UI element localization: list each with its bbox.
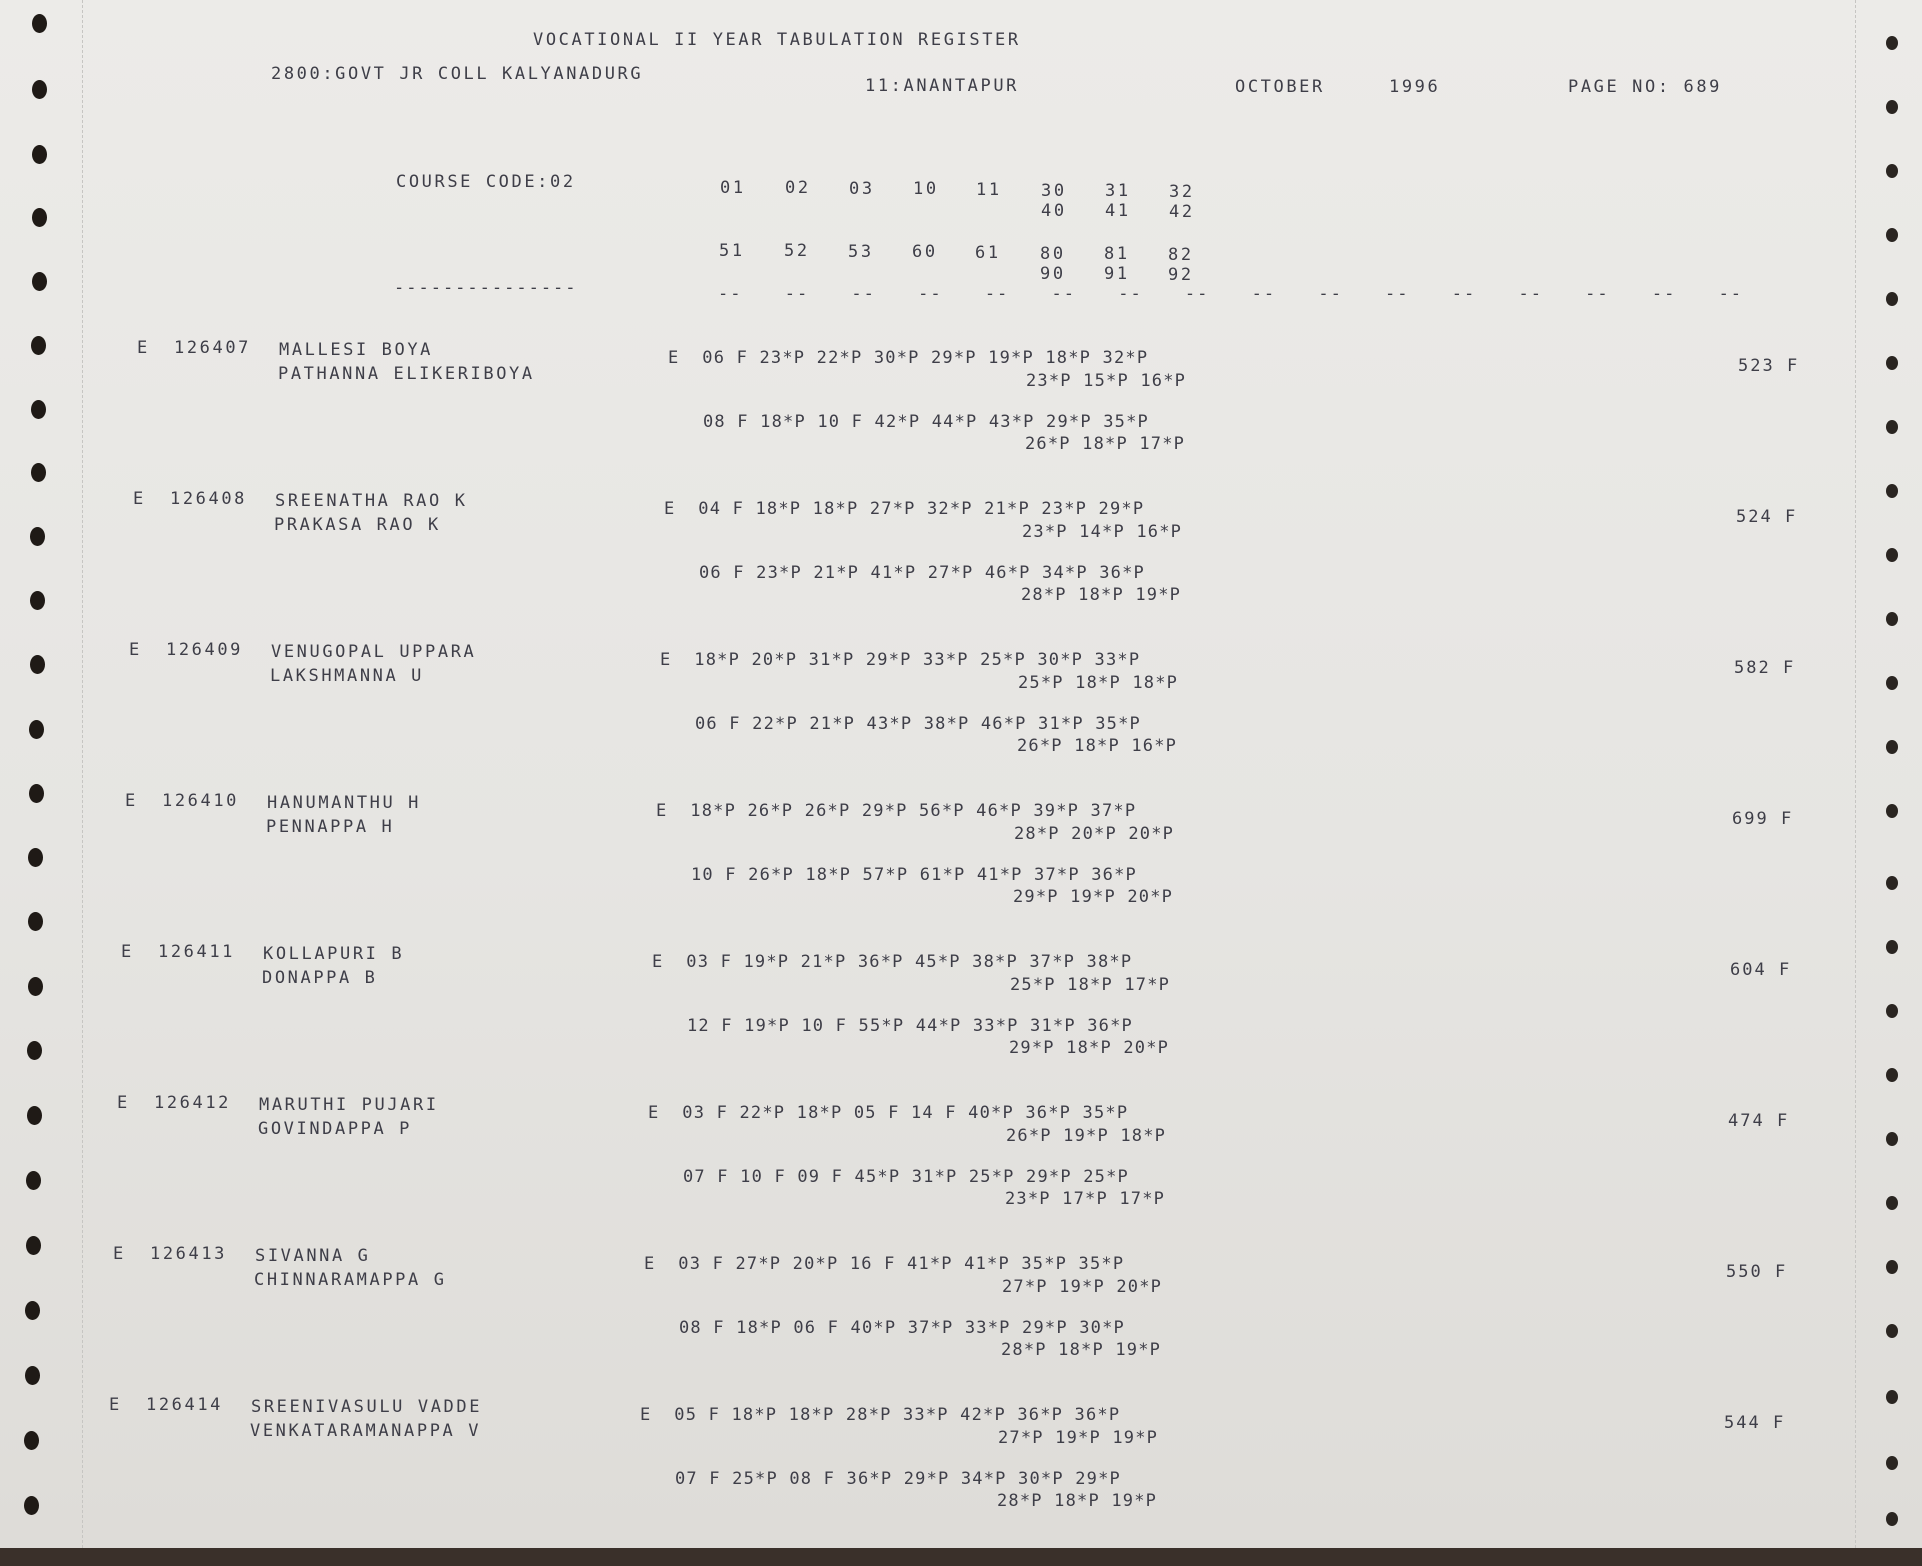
year1-sub-marks: 23*P 15*P 16*P [1026, 371, 1187, 391]
result-flag: E [137, 338, 150, 358]
year2-marks: 10 F 26*P 18*P 57*P 61*P 41*P 37*P 36*P [691, 865, 1137, 885]
punch-hole [1886, 484, 1898, 498]
punch-hole [1886, 612, 1898, 626]
student-name: HANUMANTHU H [267, 793, 422, 813]
year1-marks: E 18*P 20*P 31*P 29*P 33*P 25*P 30*P 33*P [660, 650, 1141, 670]
column-separators: -- -- -- -- -- -- -- -- -- -- -- -- -- -- -- -- [718, 284, 1744, 304]
left-tractor-strip [0, 0, 83, 1548]
year1-marks: E 18*P 26*P 26*P 29*P 56*P 46*P 39*P 37*P [656, 801, 1137, 821]
year2-sub-marks: 28*P 18*P 19*P [1001, 1340, 1162, 1360]
punch-hole [27, 1041, 42, 1060]
student-name: SIVANNA G [255, 1246, 371, 1266]
punch-hole [28, 977, 43, 996]
year2-sub-marks: 26*P 18*P 16*P [1017, 736, 1178, 756]
punch-hole [32, 208, 47, 227]
year2-sub-marks: 29*P 19*P 20*P [1013, 887, 1174, 907]
subject-code: 01 [720, 178, 746, 198]
subject-code: 30 [1041, 181, 1067, 201]
punch-hole [1886, 804, 1898, 818]
punch-hole [1886, 1004, 1898, 1018]
punch-hole [26, 1236, 41, 1255]
parent-name: PRAKASA RAO K [274, 515, 441, 535]
parent-name: CHINNARAMAPPA G [254, 1270, 447, 1290]
punch-hole [25, 1366, 40, 1385]
grand-total: 582 F [1734, 658, 1796, 678]
punch-hole [1886, 356, 1898, 370]
punch-hole [29, 720, 44, 739]
punch-hole [1886, 1324, 1898, 1338]
year1-marks: E 04 F 18*P 18*P 27*P 32*P 21*P 23*P 29*P [664, 499, 1145, 519]
hall-ticket-number: 126410 [162, 791, 240, 811]
header-separator: --------------- [394, 278, 578, 298]
subject-code: 53 [848, 242, 874, 262]
punch-hole [25, 1301, 40, 1320]
subject-code: 61 [975, 243, 1001, 263]
punch-hole [32, 14, 47, 33]
subject-code: 80 [1040, 244, 1066, 264]
subject-code: 51 [719, 241, 745, 261]
year1-sub-marks: 28*P 20*P 20*P [1014, 824, 1175, 844]
subject-code: 11 [976, 180, 1002, 200]
punch-hole [24, 1496, 39, 1515]
punch-hole [24, 1431, 39, 1450]
subject-code: 52 [784, 241, 810, 261]
year1-marks: E 03 F 22*P 18*P 05 F 14 F 40*P 36*P 35*P [648, 1103, 1129, 1123]
year2-sub-marks: 26*P 18*P 17*P [1025, 434, 1186, 454]
punch-hole [1886, 940, 1898, 954]
result-flag: E [117, 1093, 130, 1113]
punch-hole [1886, 36, 1898, 50]
hall-ticket-number: 126411 [158, 942, 236, 962]
punch-hole [31, 400, 46, 419]
year2-marks: 08 F 18*P 06 F 40*P 37*P 33*P 29*P 30*P [679, 1318, 1125, 1338]
subject-code: 82 [1168, 245, 1194, 265]
hall-ticket-number: 126408 [170, 489, 248, 509]
year2-marks: 07 F 10 F 09 F 45*P 31*P 25*P 29*P 25*P [683, 1167, 1129, 1187]
punch-hole [30, 655, 45, 674]
student-name: MALLESI BOYA [279, 340, 434, 360]
year2-marks: 08 F 18*P 10 F 42*P 44*P 43*P 29*P 35*P [703, 412, 1149, 432]
year1-sub-marks: 27*P 19*P 20*P [1002, 1277, 1163, 1297]
parent-name: LAKSHMANNA U [270, 666, 425, 686]
exam-month: OCTOBER [1235, 77, 1325, 97]
result-flag: E [113, 1244, 126, 1264]
subject-code: 60 [912, 242, 938, 262]
year2-marks: 12 F 19*P 10 F 55*P 44*P 33*P 31*P 36*P [687, 1016, 1133, 1036]
year2-sub-marks: 28*P 18*P 19*P [1021, 585, 1182, 605]
student-name: VENUGOPAL UPPARA [271, 642, 477, 662]
parent-name: VENKATARAMANAPPA V [250, 1421, 482, 1441]
grand-total: 604 F [1730, 960, 1792, 980]
punch-hole [1886, 1512, 1898, 1526]
year1-sub-marks: 25*P 18*P 18*P [1018, 673, 1179, 693]
punch-hole [31, 336, 46, 355]
district-name: 11:ANANTAPUR [865, 76, 1020, 96]
punch-hole [32, 80, 47, 99]
punch-hole [1886, 1390, 1898, 1404]
punch-hole [1886, 548, 1898, 562]
year1-sub-marks: 23*P 14*P 16*P [1022, 522, 1183, 542]
year2-sub-marks: 28*P 18*P 19*P [997, 1491, 1158, 1511]
parent-name: DONAPPA B [262, 968, 378, 988]
hall-ticket-number: 126413 [150, 1244, 228, 1264]
parent-name: GOVINDAPPA P [258, 1119, 413, 1139]
year1-sub-marks: 26*P 19*P 18*P [1006, 1126, 1167, 1146]
subject-code: 81 [1104, 244, 1130, 264]
student-name: SREENIVASULU VADDE [251, 1397, 483, 1417]
punch-hole [1886, 164, 1898, 178]
right-tractor-strip [1855, 0, 1922, 1548]
punch-hole [1886, 676, 1898, 690]
hall-ticket-number: 126414 [146, 1395, 224, 1415]
result-flag: E [121, 942, 134, 962]
grand-total: 550 F [1726, 1262, 1788, 1282]
year2-marks: 07 F 25*P 08 F 36*P 29*P 34*P 30*P 29*P [675, 1469, 1121, 1489]
parent-name: PATHANNA ELIKERIBOYA [278, 364, 535, 384]
result-flag: E [133, 489, 146, 509]
year1-marks: E 03 F 27*P 20*P 16 F 41*P 41*P 35*P 35*P [644, 1254, 1125, 1274]
punch-hole [1886, 228, 1898, 242]
grand-total: 523 F [1738, 356, 1800, 376]
punch-hole [31, 463, 46, 482]
grand-total: 544 F [1724, 1413, 1786, 1433]
punch-hole [28, 848, 43, 867]
page-number: PAGE NO: 689 [1568, 77, 1723, 97]
punch-hole [1886, 292, 1898, 306]
punch-hole [26, 1171, 41, 1190]
year1-marks: E 06 F 23*P 22*P 30*P 29*P 19*P 18*P 32*P [668, 348, 1149, 368]
college-name: 2800:GOVT JR COLL KALYANADURG [271, 64, 644, 84]
student-name: SREENATHA RAO K [275, 491, 468, 511]
grand-total: 474 F [1728, 1111, 1790, 1131]
course-code: COURSE CODE:02 [396, 172, 576, 192]
subject-code: 41 [1105, 201, 1131, 221]
parent-name: PENNAPPA H [266, 817, 395, 837]
subject-code: 31 [1105, 181, 1131, 201]
register-title: VOCATIONAL II YEAR TABULATION REGISTER [533, 30, 1021, 50]
year1-sub-marks: 25*P 18*P 17*P [1010, 975, 1171, 995]
grand-total: 699 F [1732, 809, 1794, 829]
year1-marks: E 03 F 19*P 21*P 36*P 45*P 38*P 37*P 38*P [652, 952, 1133, 972]
year2-sub-marks: 29*P 18*P 20*P [1009, 1038, 1170, 1058]
punch-hole [30, 527, 45, 546]
punch-hole [30, 591, 45, 610]
punch-hole [1886, 1196, 1898, 1210]
punch-hole [29, 784, 44, 803]
student-name: KOLLAPURI B [263, 944, 405, 964]
subject-code: 90 [1040, 264, 1066, 284]
year1-sub-marks: 27*P 19*P 19*P [998, 1428, 1159, 1448]
punch-hole [1886, 876, 1898, 890]
punch-hole [1886, 1260, 1898, 1274]
punch-hole [1886, 420, 1898, 434]
result-flag: E [129, 640, 142, 660]
punch-hole [1886, 100, 1898, 114]
subject-code: 03 [849, 179, 875, 199]
subject-code: 10 [913, 179, 939, 199]
grand-total: 524 F [1736, 507, 1798, 527]
year2-marks: 06 F 23*P 21*P 41*P 27*P 46*P 34*P 36*P [699, 563, 1145, 583]
punch-hole [1886, 1456, 1898, 1470]
exam-year: 1996 [1389, 77, 1441, 97]
punch-hole [27, 1106, 42, 1125]
subject-code: 92 [1168, 265, 1194, 285]
punch-hole [28, 912, 43, 931]
punch-hole [1886, 1132, 1898, 1146]
hall-ticket-number: 126407 [174, 338, 252, 358]
year1-marks: E 05 F 18*P 18*P 28*P 33*P 42*P 36*P 36*P [640, 1405, 1121, 1425]
subject-code: 91 [1104, 264, 1130, 284]
punch-hole [1886, 1068, 1898, 1082]
subject-code: 02 [785, 178, 811, 198]
subject-code: 42 [1169, 202, 1195, 222]
punch-hole [1886, 740, 1898, 754]
result-flag: E [125, 791, 138, 811]
hall-ticket-number: 126412 [154, 1093, 232, 1113]
hall-ticket-number: 126409 [166, 640, 244, 660]
year2-sub-marks: 23*P 17*P 17*P [1005, 1189, 1166, 1209]
student-name: MARUTHI PUJARI [259, 1095, 439, 1115]
result-flag: E [109, 1395, 122, 1415]
year2-marks: 06 F 22*P 21*P 43*P 38*P 46*P 31*P 35*P [695, 714, 1141, 734]
subject-code: 40 [1041, 201, 1067, 221]
punch-hole [32, 145, 47, 164]
subject-code: 32 [1169, 182, 1195, 202]
punch-hole [32, 272, 47, 291]
